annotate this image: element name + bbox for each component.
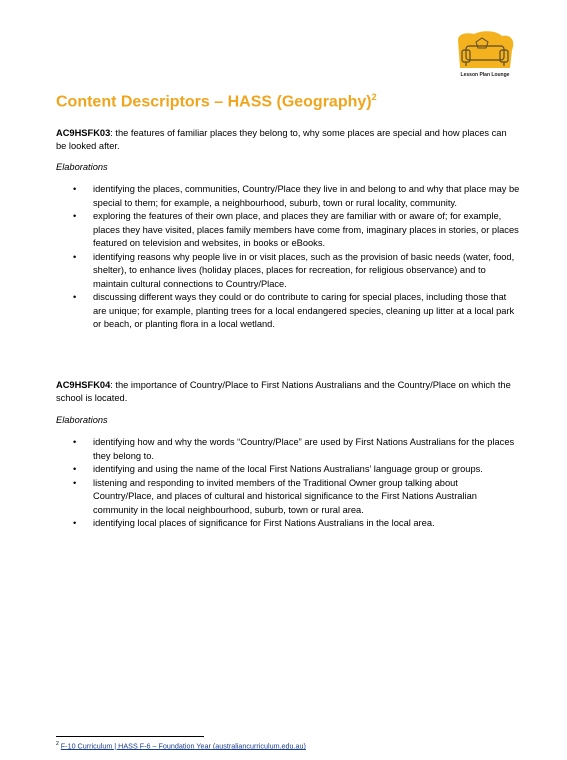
page-title-text: Content Descriptors – HASS (Geography) — [56, 93, 372, 111]
footnote-divider — [56, 736, 204, 737]
footnote-link[interactable]: F-10 Curriculum | HASS F-6 – Foundation Year (australiancurriculum.edu.au) — [60, 741, 306, 751]
elaborations-list — [56, 436, 520, 531]
descriptor-ac9hsfk03 — [56, 127, 516, 153]
list-item: • exploring the features of their own place, and places they are familiar with or aware of; for example, places they have visited, places family members have come from, imaginary places in stories, or places featured on television and websites, in books or eBooks. — [56, 210, 520, 251]
list-item: • identifying reasons why people live in or visit places, such as the provision of basic needs (water, food, shelter), to enhance lives (holiday places, places for recreation, for religious observance) and to maintain cultural connections to Country/Place. — [56, 251, 520, 292]
list-item: • listening and responding to invited members of the Traditional Owner group talking about Country/Place, and places of cultural and historical significance to the First Nations Australian community in the local neighbourhood, suburb, town or rural area. — [56, 477, 520, 518]
elaborations-list — [56, 183, 520, 332]
descriptor-ac9hsfk04 — [56, 379, 516, 405]
sofa-icon — [458, 31, 513, 68]
list-item: • identifying the places, communities, Country/Place they live in and belong to and why that place may be special to them; for example, a neighbourhood, suburb, town or rural locality, community. — [56, 183, 520, 210]
elaborations-label: Elaborations — [56, 415, 108, 425]
logo-brand-text: Lesson Plan Lounge — [460, 72, 510, 78]
descriptor-code: AC9HSFK04 — [56, 380, 111, 390]
descriptor-text: : the importance of Country/Place to First Nations Australians and the Country/Place on which the school is located. — [56, 380, 511, 403]
descriptor-text: : the features of familiar places they belong to, why some places are special and how places can be looked after. — [56, 128, 507, 151]
list-item: • identifying how and why the words “Country/Place” are used by First Nations Australians for the places they belong to. — [56, 436, 520, 463]
list-item: • identifying and using the name of the local First Nations Australians’ language group or groups. — [56, 463, 520, 477]
elaborations-label: Elaborations — [56, 162, 108, 172]
footnote-ref: 2 — [371, 92, 377, 102]
footnote-number: 2 — [56, 741, 59, 747]
footnote — [56, 741, 306, 750]
list-item: • identifying local places of significance for First Nations Australians in the local area. — [56, 517, 520, 531]
descriptor-code: AC9HSFK03 — [56, 128, 111, 138]
list-item: • discussing different ways they could or do contribute to caring for special places, including those that are unique; for example, planting trees for a local endangered species, cleaning up litter at a local park or beach, or planting flora in a local wetland. — [56, 291, 520, 332]
page-title — [56, 92, 377, 111]
